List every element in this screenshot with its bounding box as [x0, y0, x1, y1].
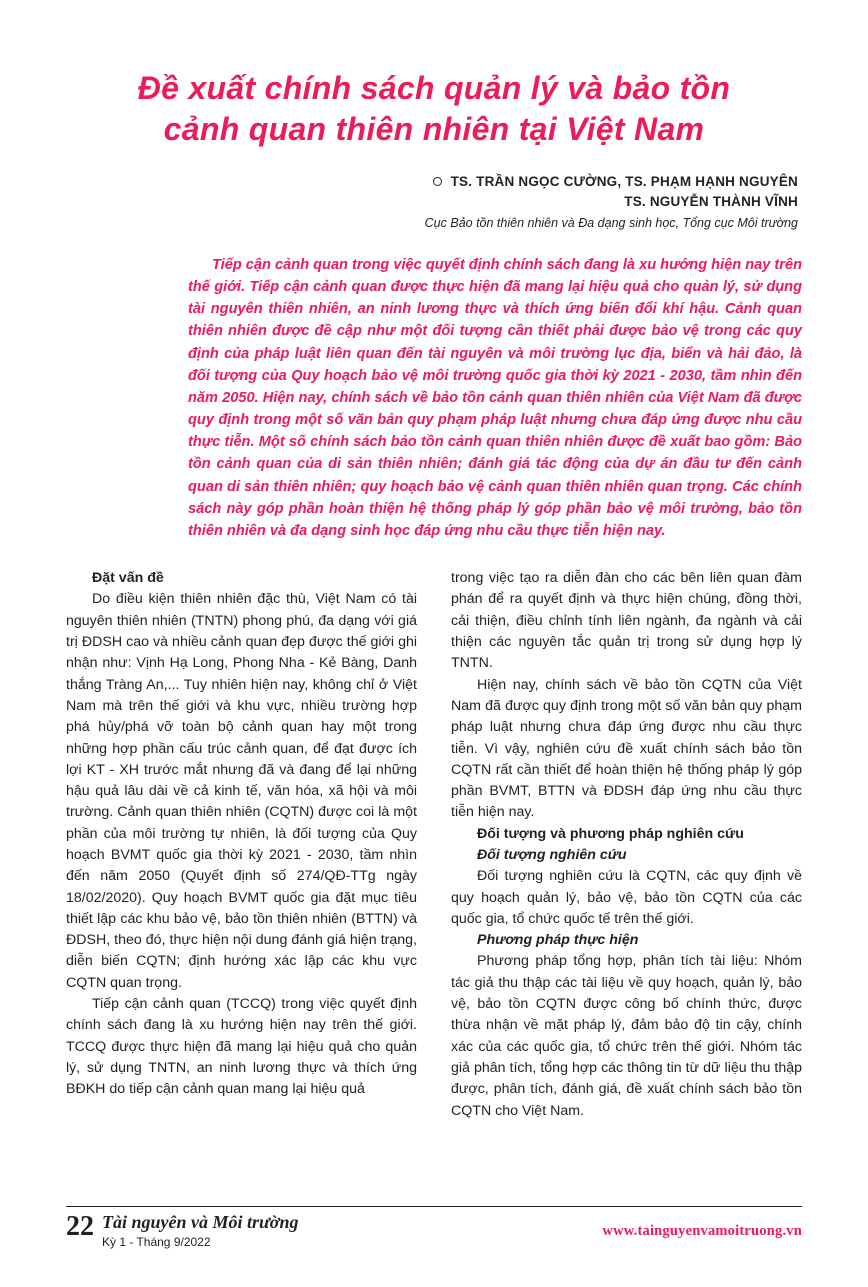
magazine-title: Tài nguyên và Môi trường — [102, 1212, 299, 1233]
author-block — [66, 174, 802, 230]
paragraph-right-3: Đối tượng nghiên cứu là CQTN, các quy định về quy hoạch quản lý, bảo vệ, bảo tồn CQTN của các quốc gia, tổ chức quốc tế trên thế giới. — [451, 868, 802, 927]
article-abstract: Tiếp cận cảnh quan trong việc quyết định chính sách đang là xu hướng hiện nay trên thế giới. Tiếp cận cảnh quan được thực hiện đã mang lại hiệu quả cho quản lý, sử dụng tài nguyên thiên nhiên, an ninh lương thực và thích ứng biến đổi khí hậu. Cảnh quan thiên nhiên được đề cập như một đối tượng cần thiết phải được bảo vệ trong các quy định của pháp luật liên quan đến tài nguyên và môi trường lục địa, biển và hải đảo, là đối tượng của Quy hoạch bảo vệ môi trường quốc gia thời kỳ 2021 - 2030, tầm nhìn đến năm 2050. Hiện nay, chính sách về bảo tồn cảnh quan thiên nhiên của Việt Nam đã được quy định trong một số văn bản quy phạm pháp luật nhưng chưa đáp ứng được nhu cầu thực tiễn. Một số chính sách bảo tồn cảnh quan thiên nhiên được đề xuất bao gồm: Bảo tồn cảnh quan của di sản thiên nhiên; đánh giá tác động của dự án đầu tư đến cảnh quan di sản thiên nhiên; quy hoạch bảo vệ cảnh quan thiên nhiên quan trọng. Các chính sách này góp phần hoàn thiện hệ thống pháp lý góp phần bảo vệ môi trường, bảo tồn thiên nhiên và đa dạng sinh học đáp ứng nhu cầu thực tiễn hiện nay. — [188, 256, 802, 539]
article-body — [66, 568, 802, 1148]
footer-website: www.tainguyenvamoitruong.vn — [602, 1223, 802, 1240]
author-affiliation: Cục Bảo tồn thiên nhiên và Đa dạng sinh học, Tổng cục Môi trường — [424, 215, 798, 230]
page-number: 22 — [66, 1211, 94, 1243]
page-footer — [0, 1206, 868, 1249]
footer-content — [66, 1213, 802, 1249]
subheading-doi-tuong-nghien-cuu: Đối tượng nghiên cứu — [477, 847, 627, 863]
paragraph-right-2: Hiện nay, chính sách về bảo tồn CQTN của Việt Nam đã được quy định trong một số văn bản quy phạm pháp luật nhưng chưa đáp ứng được nhu cầu thực tiễn. Vì vậy, nghiên cứu đề xuất chính sách bảo tồn CQTN rất cần thiết để hoàn thiện hệ thống pháp lý góp phần BVMT, BTTN và ĐDSH đáp ứng nhu cầu thực tiễn hiện nay. — [451, 676, 802, 821]
paragraph-left-2: Tiếp cận cảnh quan (TCCQ) trong việc quyết định chính sách đang là xu hướng hiện nay trên thế giới. TCCQ được thực hiện đã mang lại hiệu quả cho quản lý, sử dụng TNTN, an ninh lương thực và thích ứng BĐKH do tiếp cận cảnh quan mang lại hiệu quả — [66, 996, 417, 1098]
article-title-line-1: Đề xuất chính sách quản lý và bảo tồn — [137, 70, 731, 106]
article-title — [66, 68, 802, 150]
column-left — [66, 568, 417, 1148]
footer-left — [66, 1213, 298, 1249]
article-title-line-2: cảnh quan thiên nhiên tại Việt Nam — [163, 110, 705, 147]
column-right — [451, 568, 802, 1148]
authors-primary-line — [66, 174, 798, 189]
circle-bullet-icon — [433, 177, 442, 186]
authors-primary-names: TS. TRẦN NGỌC CƯỜNG, TS. PHẠM HẠNH NGUYÊN — [450, 173, 798, 189]
section-heading-dat-van-de: Đặt vấn đề — [92, 570, 164, 587]
subheading-phuong-phap-thuc-hien: Phương pháp thực hiện — [477, 932, 639, 949]
paragraph-left-1: Do điều kiện thiên nhiên đặc thù, Việt Nam có tài nguyên thiên nhiên (TNTN) phong phú, đa dạng với giá trị ĐDSH cao và nhiều cảnh quan đẹp được thế giới ghi nhận như: Vịnh Hạ Long, Phong Nha - Kẻ Bàng, Danh thắng Tràng An,... Tuy nhiên hiện nay, không chỉ ở Việt Nam mà trên thế giới và khu vực, nhiều trường hợp phá hủy/phá vỡ toàn bộ cảnh quan hay một trong những hợp phần cấu trúc cảnh quan, để đạt được ích lợi KT - XH trước mắt nhưng đã và đang để lại những hậu quả lâu dài về cả kinh tế, văn hóa, xã hội và môi trường. Cảnh quan thiên nhiên (CQTN) được coi là một phần của môi trường tự nhiên, là đối tượng của Quy hoạch BVMT quốc gia thời kỳ 2021 - 2030, tầm nhìn đến năm 2050 (Quyết định số 274/QĐ-TTg ngày 18/02/2020). Quy hoạch BVMT quốc gia đặt mục tiêu thiết lập các khu bảo vệ, bảo tồn thiên nhiên (BTTN) và ĐDSH, theo đó, thực hiện nội dung đánh giá hiện trạng, diễn biến CQTN; định hướng xác lập các khu vực CQTN quan trọng. — [66, 591, 417, 991]
magazine-issue: Kỳ 1 - Tháng 9/2022 — [102, 1235, 211, 1249]
footer-magazine-block — [102, 1213, 298, 1249]
paragraph-right-4: Phương pháp tổng hợp, phân tích tài liệu: Nhóm tác giả thu thập các tài liệu về quy hoạch, quản lý, bảo vệ, bảo tồn CQTN được công bố chính thức, được thừa nhận về mặt pháp lý, đảm bảo độ tin cậy, chính xác của các quốc gia, tổ chức trên thế giới. Nhóm tác giả phân tích, tổng hợp các thông tin từ dữ liệu thu thập được, phân tích, đánh giá, đề xuất chính sách bảo tồn CQTN cho Việt Nam. — [451, 953, 802, 1119]
paragraph-right-1: trong việc tạo ra diễn đàn cho các bên liên quan đàm phán để ra quyết định và thực hiện chúng, đồng thời, cải thiện, điều chỉnh tính liên ngành, đa ngành và cải thiện các nguyên tắc quản trị trong sử dụng hợp lý TNTN. — [451, 570, 802, 672]
footer-divider — [66, 1206, 802, 1207]
section-heading-doi-tuong-phuong-phap: Đối tượng và phương pháp nghiên cứu — [477, 825, 744, 842]
authors-secondary-names: TS. NGUYỄN THÀNH VĨNH — [624, 193, 798, 209]
